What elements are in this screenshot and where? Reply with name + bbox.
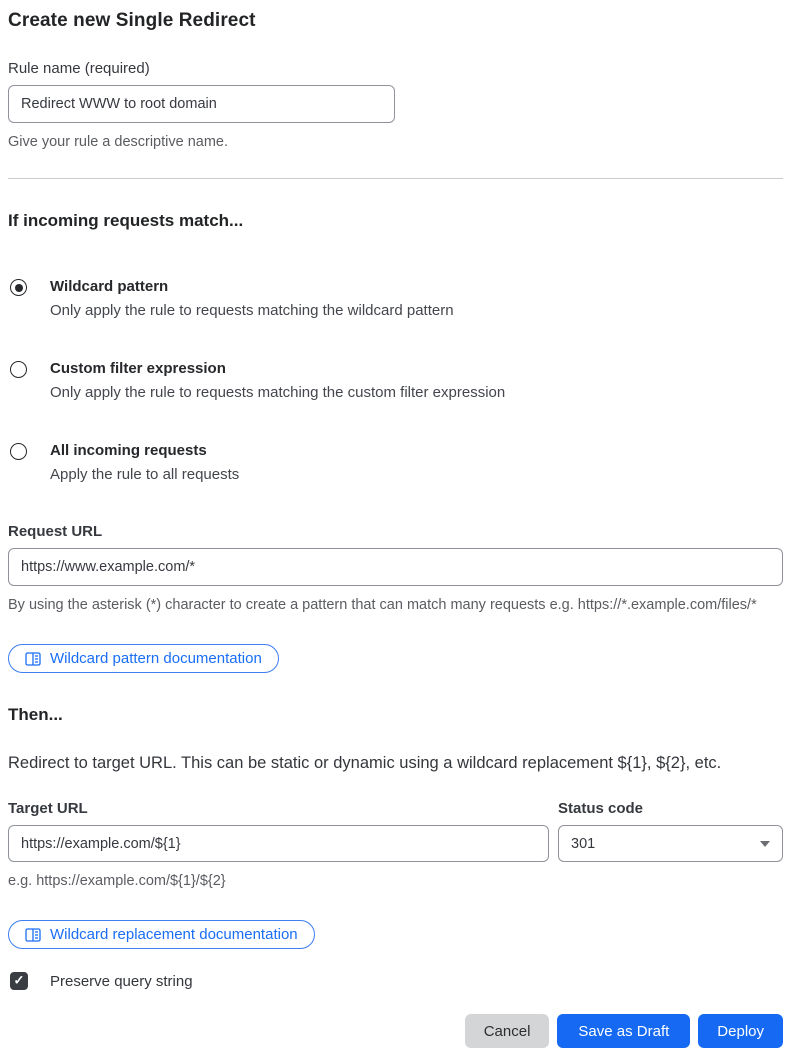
deploy-button[interactable]: Deploy xyxy=(698,1014,783,1048)
radio-wildcard-pattern[interactable] xyxy=(10,279,27,296)
preserve-query-row[interactable] xyxy=(8,972,783,990)
status-code-column xyxy=(558,800,783,862)
radio-custom-filter-expression[interactable] xyxy=(10,361,27,378)
radio-description: Only apply the rule to requests matching the custom filter expression xyxy=(50,384,506,401)
doc-button-label: Wildcard replacement documentation xyxy=(50,926,298,943)
match-section-heading: If incoming requests match... xyxy=(8,211,244,230)
request-url-input[interactable] xyxy=(8,548,783,586)
radio-description: Only apply the rule to requests matching the wildcard pattern xyxy=(50,302,454,319)
save-as-draft-button[interactable]: Save as Draft xyxy=(557,1014,690,1048)
preserve-query-label: Preserve query string xyxy=(50,972,193,990)
radio-label: All incoming requests xyxy=(50,442,207,459)
page-title: Create new Single Redirect xyxy=(8,10,256,31)
radio-label: Custom filter expression xyxy=(50,360,226,377)
preserve-query-checkbox[interactable] xyxy=(10,972,28,990)
request-url-help: By using the asterisk (*) character to create a pattern that can match many requests e.g. https://*.example.com/files/* xyxy=(8,597,757,613)
chevron-down-icon xyxy=(760,841,770,847)
request-url-label: Request URL xyxy=(8,523,103,540)
doc-button-label: Wildcard pattern documentation xyxy=(50,650,262,667)
radio-label: Wildcard pattern xyxy=(50,278,169,295)
cancel-button[interactable]: Cancel xyxy=(465,1014,550,1048)
rule-name-input[interactable] xyxy=(8,85,395,123)
radio-option-wildcard-pattern[interactable] xyxy=(8,277,783,321)
target-status-row xyxy=(8,800,783,862)
book-icon xyxy=(25,928,41,942)
radio-option-texts xyxy=(50,441,239,485)
wildcard-replacement-docs-button[interactable] xyxy=(8,920,315,949)
target-url-column xyxy=(8,800,549,862)
rule-name-help: Give your rule a descriptive name. xyxy=(8,134,229,150)
rule-name-label: Rule name (required) xyxy=(8,60,150,77)
target-url-help: e.g. https://example.com/${1}/${2} xyxy=(8,873,226,889)
radio-option-texts xyxy=(50,277,454,321)
then-section-heading: Then... xyxy=(8,705,63,724)
radio-description: Apply the rule to all requests xyxy=(50,466,240,483)
target-url-input[interactable] xyxy=(8,825,549,862)
section-divider xyxy=(8,178,783,179)
radio-all-incoming-requests[interactable] xyxy=(10,443,27,460)
then-description: Redirect to target URL. This can be static or dynamic using a wildcard replacement ${1}, ${2}, etc. xyxy=(8,754,722,772)
wildcard-pattern-docs-button[interactable] xyxy=(8,644,279,673)
status-code-value: 301 xyxy=(571,835,596,852)
match-type-radio-group xyxy=(8,277,783,485)
book-icon xyxy=(25,652,41,666)
status-code-select[interactable] xyxy=(558,825,783,862)
status-code-label: Status code xyxy=(558,800,644,817)
radio-option-custom-filter-expression[interactable] xyxy=(8,359,783,403)
radio-option-texts xyxy=(50,359,505,403)
target-url-label: Target URL xyxy=(8,800,88,817)
radio-option-all-incoming-requests[interactable] xyxy=(8,441,783,485)
footer-actions xyxy=(8,1014,783,1048)
